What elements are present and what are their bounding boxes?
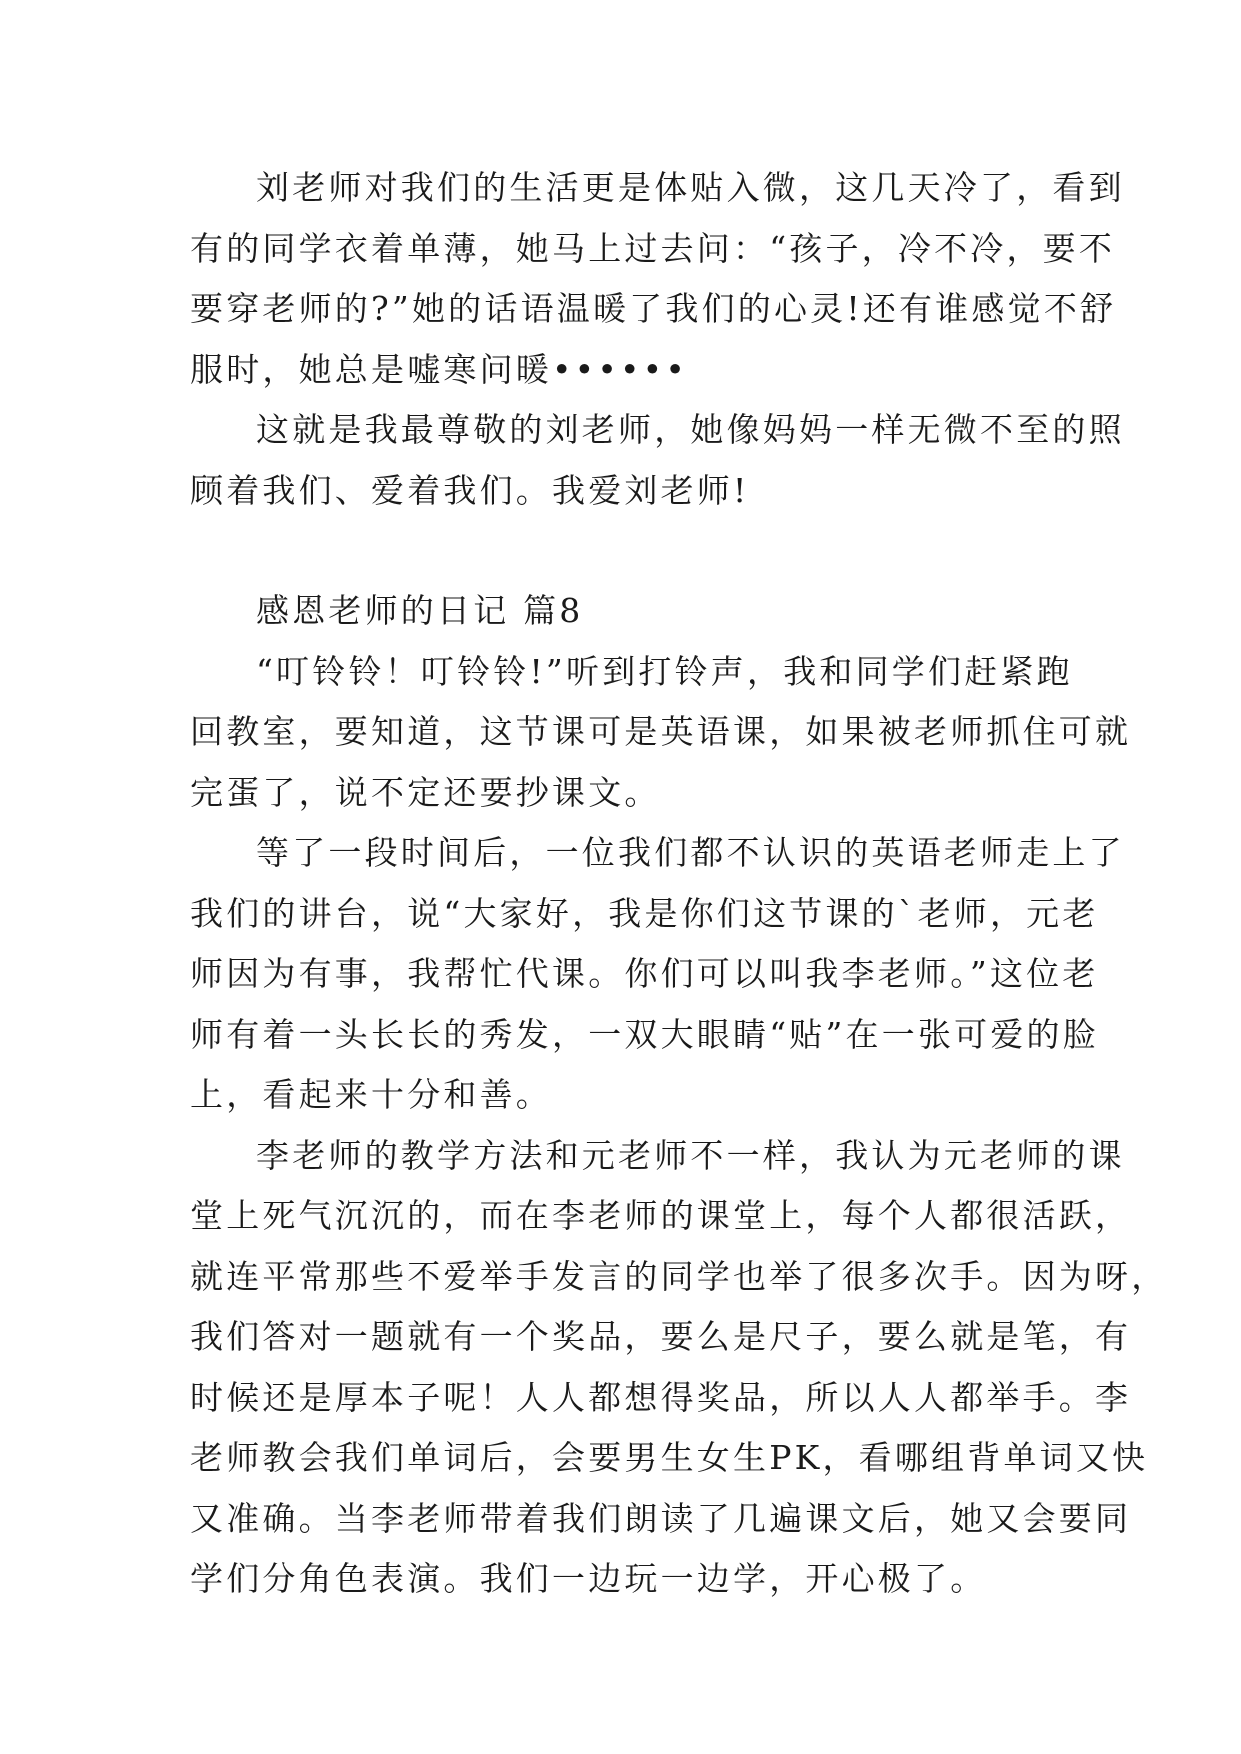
paragraph-new-teacher [190, 823, 1125, 1126]
paragraph-line: 师因为有事，我帮忙代课。你们可以叫我李老师。”这位老 [190, 954, 1099, 993]
paragraph-line: 回教室，要知道，这节课可是英语课，如果被老师抓住可就 [190, 712, 1132, 751]
paragraph-bell-ringing [190, 642, 1132, 824]
paragraph-line: 要穿老师的?”她的话语温暖了我们的心灵!还有谁感觉不舒 [190, 289, 1117, 328]
section-heading: 感恩老师的日记 篇8 [256, 591, 584, 630]
paragraph-line: 我们答对一题就有一个奖品，要么是尺子，要么就是笔，有 [190, 1317, 1132, 1356]
paragraph-line: 学们分角色表演。我们一边玩一边学，开心极了。 [190, 1559, 987, 1598]
paragraph-line: 堂上死气沉沉的，而在李老师的课堂上，每个人都很活跃， [190, 1196, 1132, 1235]
paragraph-line: 刘老师对我们的生活更是体贴入微，这几天冷了，看到 [256, 168, 1125, 207]
section-gap [190, 521, 1050, 581]
paragraph-line: “叮铃铃！叮铃铃!”听到打铃声，我和同学们赶紧跑 [256, 651, 1073, 691]
paragraph-line: 李老师的教学方法和元老师不一样，我认为元老师的课 [256, 1135, 1125, 1175]
paragraph-line: 有的同学衣着单薄，她马上过去问：“孩子，冷不冷，要不 [190, 228, 1116, 268]
paragraph-line: 又准确。当李老师带着我们朗读了几遍课文后，她又会要同 [190, 1498, 1132, 1538]
paragraph-teacher-care [190, 158, 1125, 400]
paragraph-line: 老师教会我们单词后，会要男生女生PK，看哪组背单词又快 [190, 1438, 1149, 1477]
document-body [190, 158, 1168, 1610]
paragraph-line: 完蛋了，说不定还要抄课文。 [190, 772, 661, 812]
paragraph-line: 顾着我们、爱着我们。我爱刘老师! [190, 470, 750, 510]
paragraph-line: 就连平常那些不爱举手发言的同学也举了很多次手。因为呀， [190, 1256, 1168, 1296]
paragraph-line: 等了一段时间后，一位我们都不认识的英语老师走上了 [256, 833, 1125, 872]
paragraph-line: 这就是我最尊敬的刘老师，她像妈妈一样无微不至的照 [256, 410, 1125, 449]
paragraph-line: 服时，她总是嘘寒问暖•••••• [190, 349, 688, 389]
paragraph-line: 师有着一头长长的秀发，一双大眼睛“贴”在一张可爱的脸 [190, 1014, 1099, 1054]
paragraph-line: 时候还是厚本子呢！人人都想得奖品，所以人人都举手。李 [190, 1377, 1132, 1417]
paragraph-conclusion [190, 400, 1125, 521]
paragraph-line: 我们的讲台，说“大家好，我是你们这节课的`老师，元老 [190, 893, 1099, 933]
paragraph-line: 上，看起来十分和善。 [190, 1075, 552, 1114]
paragraph-teaching-method [190, 1126, 1168, 1610]
